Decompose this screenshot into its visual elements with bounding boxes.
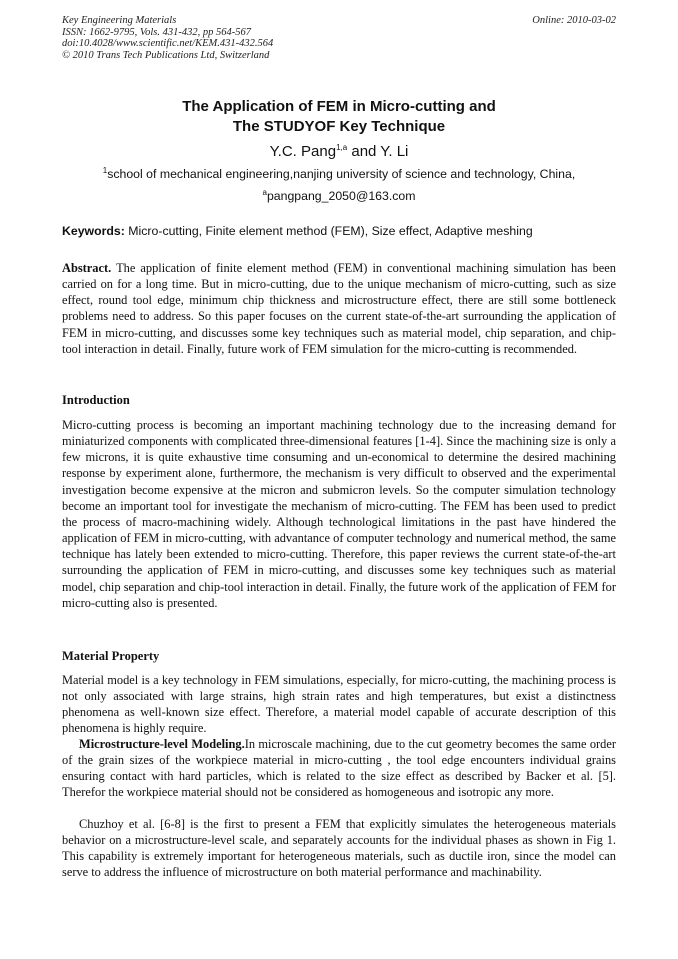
introduction-heading: Introduction bbox=[62, 393, 130, 407]
journal-header bbox=[62, 15, 482, 61]
abstract-label: Abstract. bbox=[62, 261, 112, 275]
email-mark: a bbox=[262, 187, 267, 197]
author-2: Y. Li bbox=[380, 143, 409, 160]
keywords-text: Micro-cutting, Finite element method (FEM), Size effect, Adaptive meshing bbox=[124, 224, 533, 238]
material-property-heading: Material Property bbox=[62, 649, 160, 663]
introduction-paragraph: Micro-cutting process is becoming an important machining technology due to the increasing demand for miniaturized components with complicated three-dimensional features [1-4]. Since the machining size is only a few microns, it is quite exhaustive time consuming and un-economical to determine the desired machining response by experiment alone, furthermore, the mechanism is very difficult to observed and the experimental investigation become expensive at the micron and submicron levels. So the computer simulation technology become an important tool for investigate the mechanism of micro-cutting. The FEM has been used to predict the process of macro-machining widely. Although technological limitations in the past have hindered the application of FEM in micro-cutting, with advantance of computer technology and numerical method, the same technique has lately been extended to micro-cutting. Therefore, this paper reviews the current state-of-the-art surrounding the application of FEM in micro-cutting, and discusses some key techniques such as material model, chip separation and chip-tool interaction in detail. Finally, the future work of the application of FEM for micro-cutting also is presented. bbox=[62, 418, 616, 610]
abstract-text: The application of finite element method (FEM) in conventional machining simulation has been carried on for a long time. But in micro-cutting, due to the unique mechanism of micro-cutting, such as size effect, round tool edge, minimum chip thickness and microstructure effect, there are still some bottleneck problems need to address. So this paper focuses on the current state-of-the-art surrounding the application of FEM in micro-cutting, and discusses some key techniques such as material model, chip separation, and chip-tool interaction in detail. Finally, future work of FEM simulation for the micro-cutting is recommended. bbox=[62, 261, 616, 356]
abstract-paragraph bbox=[62, 260, 616, 374]
author-line bbox=[0, 142, 678, 161]
material-property-paragraph-3: Chuzhoy et al. [6-8] is the first to present a FEM that explicitly simulates the heterogeneous materials behavior on a microstructure-level scale, and separately accounts for the individual phases as shown in Fig 1. This capability is extremely important for heterogeneous materials, such as ductile iron, since the model can serve to address the influence of microstructure on both material performance and machinability. bbox=[62, 817, 616, 880]
microstructure-modeling-label: Microstructure-level Modeling. bbox=[79, 737, 245, 751]
issn-line: ISSN: 1662-9795, Vols. 431-432, pp 564-567 bbox=[62, 26, 251, 38]
affiliation bbox=[0, 166, 678, 182]
material-property-paragraph-1: Material model is a key technology in FEM simulations, especially, for micro-cutting, the machining process is not only associated with large strains, high strain rates and high temperatures, but exist a distinctness phenomena as well-known size effect. Therefore, a material model capable of accurate description of this phenomena is highly require. bbox=[62, 673, 616, 736]
keywords-line bbox=[62, 223, 616, 239]
affiliation-mark: 1 bbox=[102, 165, 108, 175]
paper-title-line-1: The Application of FEM in Micro-cutting and bbox=[182, 98, 496, 115]
microstructure-modeling-paragraph bbox=[62, 736, 616, 816]
author-1: Y.C. Pang bbox=[269, 143, 337, 160]
paper-title-line-2: The STUDYOF Key Technique bbox=[232, 118, 446, 135]
doi-line: doi:10.4028/www.scientific.net/KEM.431-432.564 bbox=[62, 38, 274, 50]
journal-name: Key Engineering Materials bbox=[62, 15, 177, 26]
microstructure-modeling-text: In microscale machining, due to the cut geometry becomes the same order of the grain sizes of the workpiece material in micro-cutting , the tool edge encounters individual grains ensuring contact with hard particles, which is related to the size effect as described by Backer et al. [5]. Therefor the workpiece material should not be considered as homogeneous and isotropic any more. bbox=[62, 737, 616, 800]
copyright-line: © 2010 Trans Tech Publications Ltd, Switzerland bbox=[62, 49, 270, 61]
author-1-affil-mark: 1,a bbox=[336, 143, 348, 152]
email-line bbox=[0, 188, 678, 204]
keywords-label: Keywords: bbox=[62, 224, 125, 238]
author-separator: and bbox=[347, 143, 381, 160]
affiliation-text: school of mechanical engineering,nanjing university of science and technology, China, bbox=[107, 167, 576, 181]
online-date: Online: 2010-03-02 bbox=[532, 15, 616, 26]
author-email: pangpang_2050@163.com bbox=[266, 189, 416, 203]
